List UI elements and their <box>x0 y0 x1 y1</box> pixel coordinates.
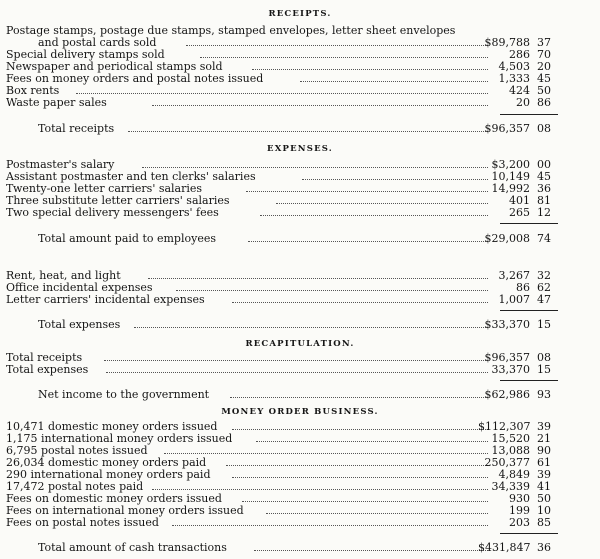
amount-cents: 45 <box>537 170 551 183</box>
leader-dots <box>232 477 488 478</box>
amount-dollars: 401 <box>509 194 530 207</box>
row-label: Letter carriers' incidental expenses <box>6 293 205 306</box>
amount-dollars: $96,357 <box>484 351 530 364</box>
sum-rule <box>500 533 558 534</box>
amount-cents: 85 <box>537 516 551 529</box>
row-label: and postal cards sold <box>38 36 157 49</box>
total-row <box>0 233 600 245</box>
amount-dollars: $112,307 <box>478 420 531 433</box>
leader-dots <box>252 69 488 70</box>
amount-cents: 21 <box>537 432 551 445</box>
leader-dots <box>128 131 488 132</box>
row-label: Fees on postal notes issued <box>6 516 159 529</box>
amount-cents: 08 <box>537 351 551 364</box>
amount-cents: 10 <box>537 504 551 517</box>
receipt-row <box>0 97 600 109</box>
amount-dollars: 34,339 <box>491 480 530 493</box>
amount-cents: 61 <box>537 456 551 469</box>
leader-dots <box>104 360 488 361</box>
leader-dots <box>200 57 488 58</box>
amount-cents: 86 <box>537 96 551 109</box>
leader-dots <box>142 167 488 168</box>
leader-dots <box>256 441 488 442</box>
expense-row <box>0 207 600 219</box>
section-heading-receipts: RECEIPTS. <box>268 9 332 19</box>
leader-dots <box>302 179 488 180</box>
amount-dollars: 4,849 <box>498 468 530 481</box>
total-row <box>0 319 600 331</box>
section-heading-money-order: MONEY ORDER BUSINESS. <box>221 407 379 417</box>
section-heading-expenses: EXPENSES. <box>267 144 333 154</box>
sum-rule <box>500 114 558 115</box>
amount-cents: 39 <box>537 468 551 481</box>
amount-cents: 70 <box>537 48 551 61</box>
amount-dollars: 13,088 <box>491 444 530 457</box>
total-dollars: $33,370 <box>484 318 530 331</box>
amount-cents: 90 <box>537 444 551 457</box>
row-label: Assistant postmaster and ten clerks' salaries <box>6 170 256 183</box>
amount-dollars: 930 <box>509 492 530 505</box>
amount-dollars: 33,370 <box>491 363 530 376</box>
row-label: Total expenses <box>6 363 89 376</box>
row-label: Rent, heat, and light <box>6 269 121 282</box>
net-income-row <box>0 389 600 401</box>
row-label: Fees on international money orders issued <box>6 504 244 517</box>
amount-cents: 50 <box>537 492 551 505</box>
total-dollars: $96,357 <box>484 122 530 135</box>
leader-dots <box>226 465 488 466</box>
leader-dots <box>246 191 488 192</box>
leader-dots <box>106 372 488 373</box>
leader-dots <box>276 203 488 204</box>
amount-cents: 37 <box>537 36 551 49</box>
row-label: Special delivery stamps sold <box>6 48 165 61</box>
leader-dots <box>242 501 488 502</box>
leader-dots <box>172 525 488 526</box>
row-label: Fees on domestic money orders issued <box>6 492 222 505</box>
amount-cents: 32 <box>537 269 551 282</box>
amount-cents: 15 <box>537 363 551 376</box>
total-row <box>0 542 600 554</box>
sum-rule <box>500 223 558 224</box>
section-heading-recapitulation: RECAPITULATION. <box>245 339 355 349</box>
leader-dots <box>148 278 488 279</box>
leader-dots <box>260 215 488 216</box>
total-cents: 08 <box>537 122 551 135</box>
money-order-row <box>0 517 600 529</box>
total-dollars: $62,986 <box>484 388 530 401</box>
amount-dollars: 286 <box>509 48 530 61</box>
amount-dollars: 199 <box>509 504 530 517</box>
amount-cents: 20 <box>537 60 551 73</box>
total-label: Total amount of cash transactions <box>38 541 227 554</box>
total-dollars: $29,008 <box>484 232 530 245</box>
row-label: Waste paper sales <box>6 96 107 109</box>
total-label: Total amount paid to employees <box>38 232 216 245</box>
total-cents: 93 <box>537 388 551 401</box>
leader-dots <box>152 105 488 106</box>
amount-cents: 00 <box>537 158 551 171</box>
row-label: Total receipts <box>6 351 83 364</box>
amount-cents: 39 <box>537 420 551 433</box>
total-cents: 15 <box>537 318 551 331</box>
amount-cents: 36 <box>537 182 551 195</box>
sum-rule <box>500 380 558 381</box>
amount-dollars: $3,200 <box>491 158 530 171</box>
amount-dollars: 265 <box>509 206 530 219</box>
row-label: Fees on money orders and postal notes issued <box>6 72 264 85</box>
amount-dollars: 10,149 <box>491 170 530 183</box>
recap-row <box>0 364 600 376</box>
row-label: Twenty-one letter carriers' salaries <box>6 182 203 195</box>
row-label: Three substitute letter carriers' salaries <box>6 194 230 207</box>
total-label: Total expenses <box>38 318 121 331</box>
row-label: Postage stamps, postage due stamps, stamped envelopes, letter sheet envelopes <box>6 24 456 37</box>
amount-dollars: 424 <box>509 84 530 97</box>
amount-dollars: 15,520 <box>491 432 530 445</box>
amount-dollars: 20 <box>516 96 530 109</box>
total-dollars: $431,847 <box>478 541 531 554</box>
amount-cents: 81 <box>537 194 551 207</box>
amount-dollars: 86 <box>516 281 530 294</box>
total-label: Total receipts <box>38 122 115 135</box>
sum-rule <box>500 310 558 311</box>
amount-cents: 47 <box>537 293 551 306</box>
leader-dots <box>176 290 488 291</box>
amount-dollars: 1,007 <box>498 293 530 306</box>
amount-dollars: $89,788 <box>484 36 530 49</box>
amount-dollars: 14,992 <box>491 182 530 195</box>
amount-cents: 12 <box>537 206 551 219</box>
leader-dots <box>230 397 488 398</box>
row-label: 290 international money orders paid <box>6 468 211 481</box>
amount-cents: 62 <box>537 281 551 294</box>
row-label: 6,795 postal notes issued <box>6 444 148 457</box>
amount-dollars: 203 <box>509 516 530 529</box>
row-label: 10,471 domestic money orders issued <box>6 420 218 433</box>
leader-dots <box>152 489 488 490</box>
row-label: 17,472 postal notes paid <box>6 480 144 493</box>
leader-dots <box>186 45 488 46</box>
amount-cents: 50 <box>537 84 551 97</box>
leader-dots <box>266 513 488 514</box>
leader-dots <box>164 453 488 454</box>
leader-dots <box>76 93 488 94</box>
total-cents: 36 <box>537 541 551 554</box>
leader-dots <box>232 302 488 303</box>
row-label: Two special delivery messengers' fees <box>6 206 219 219</box>
amount-dollars: 250,377 <box>484 456 530 469</box>
row-label: 26,034 domestic money orders paid <box>6 456 207 469</box>
row-label: 1,175 international money orders issued <box>6 432 233 445</box>
leader-dots <box>300 81 488 82</box>
leader-dots <box>248 241 488 242</box>
row-label: Postmaster's salary <box>6 158 115 171</box>
total-label: Net income to the government <box>38 388 210 401</box>
amount-cents: 45 <box>537 72 551 85</box>
leader-dots <box>254 550 488 551</box>
total-row <box>0 123 600 135</box>
row-label: Office incidental expenses <box>6 281 153 294</box>
expense-row <box>0 294 600 306</box>
leader-dots <box>134 327 488 328</box>
amount-cents: 41 <box>537 480 551 493</box>
total-cents: 74 <box>537 232 551 245</box>
amount-dollars: 4,503 <box>498 60 530 73</box>
row-label: Box rents <box>6 84 60 97</box>
leader-dots <box>232 429 488 430</box>
amount-dollars: 1,333 <box>498 72 530 85</box>
amount-dollars: 3,267 <box>498 269 530 282</box>
row-label: Newspaper and periodical stamps sold <box>6 60 223 73</box>
